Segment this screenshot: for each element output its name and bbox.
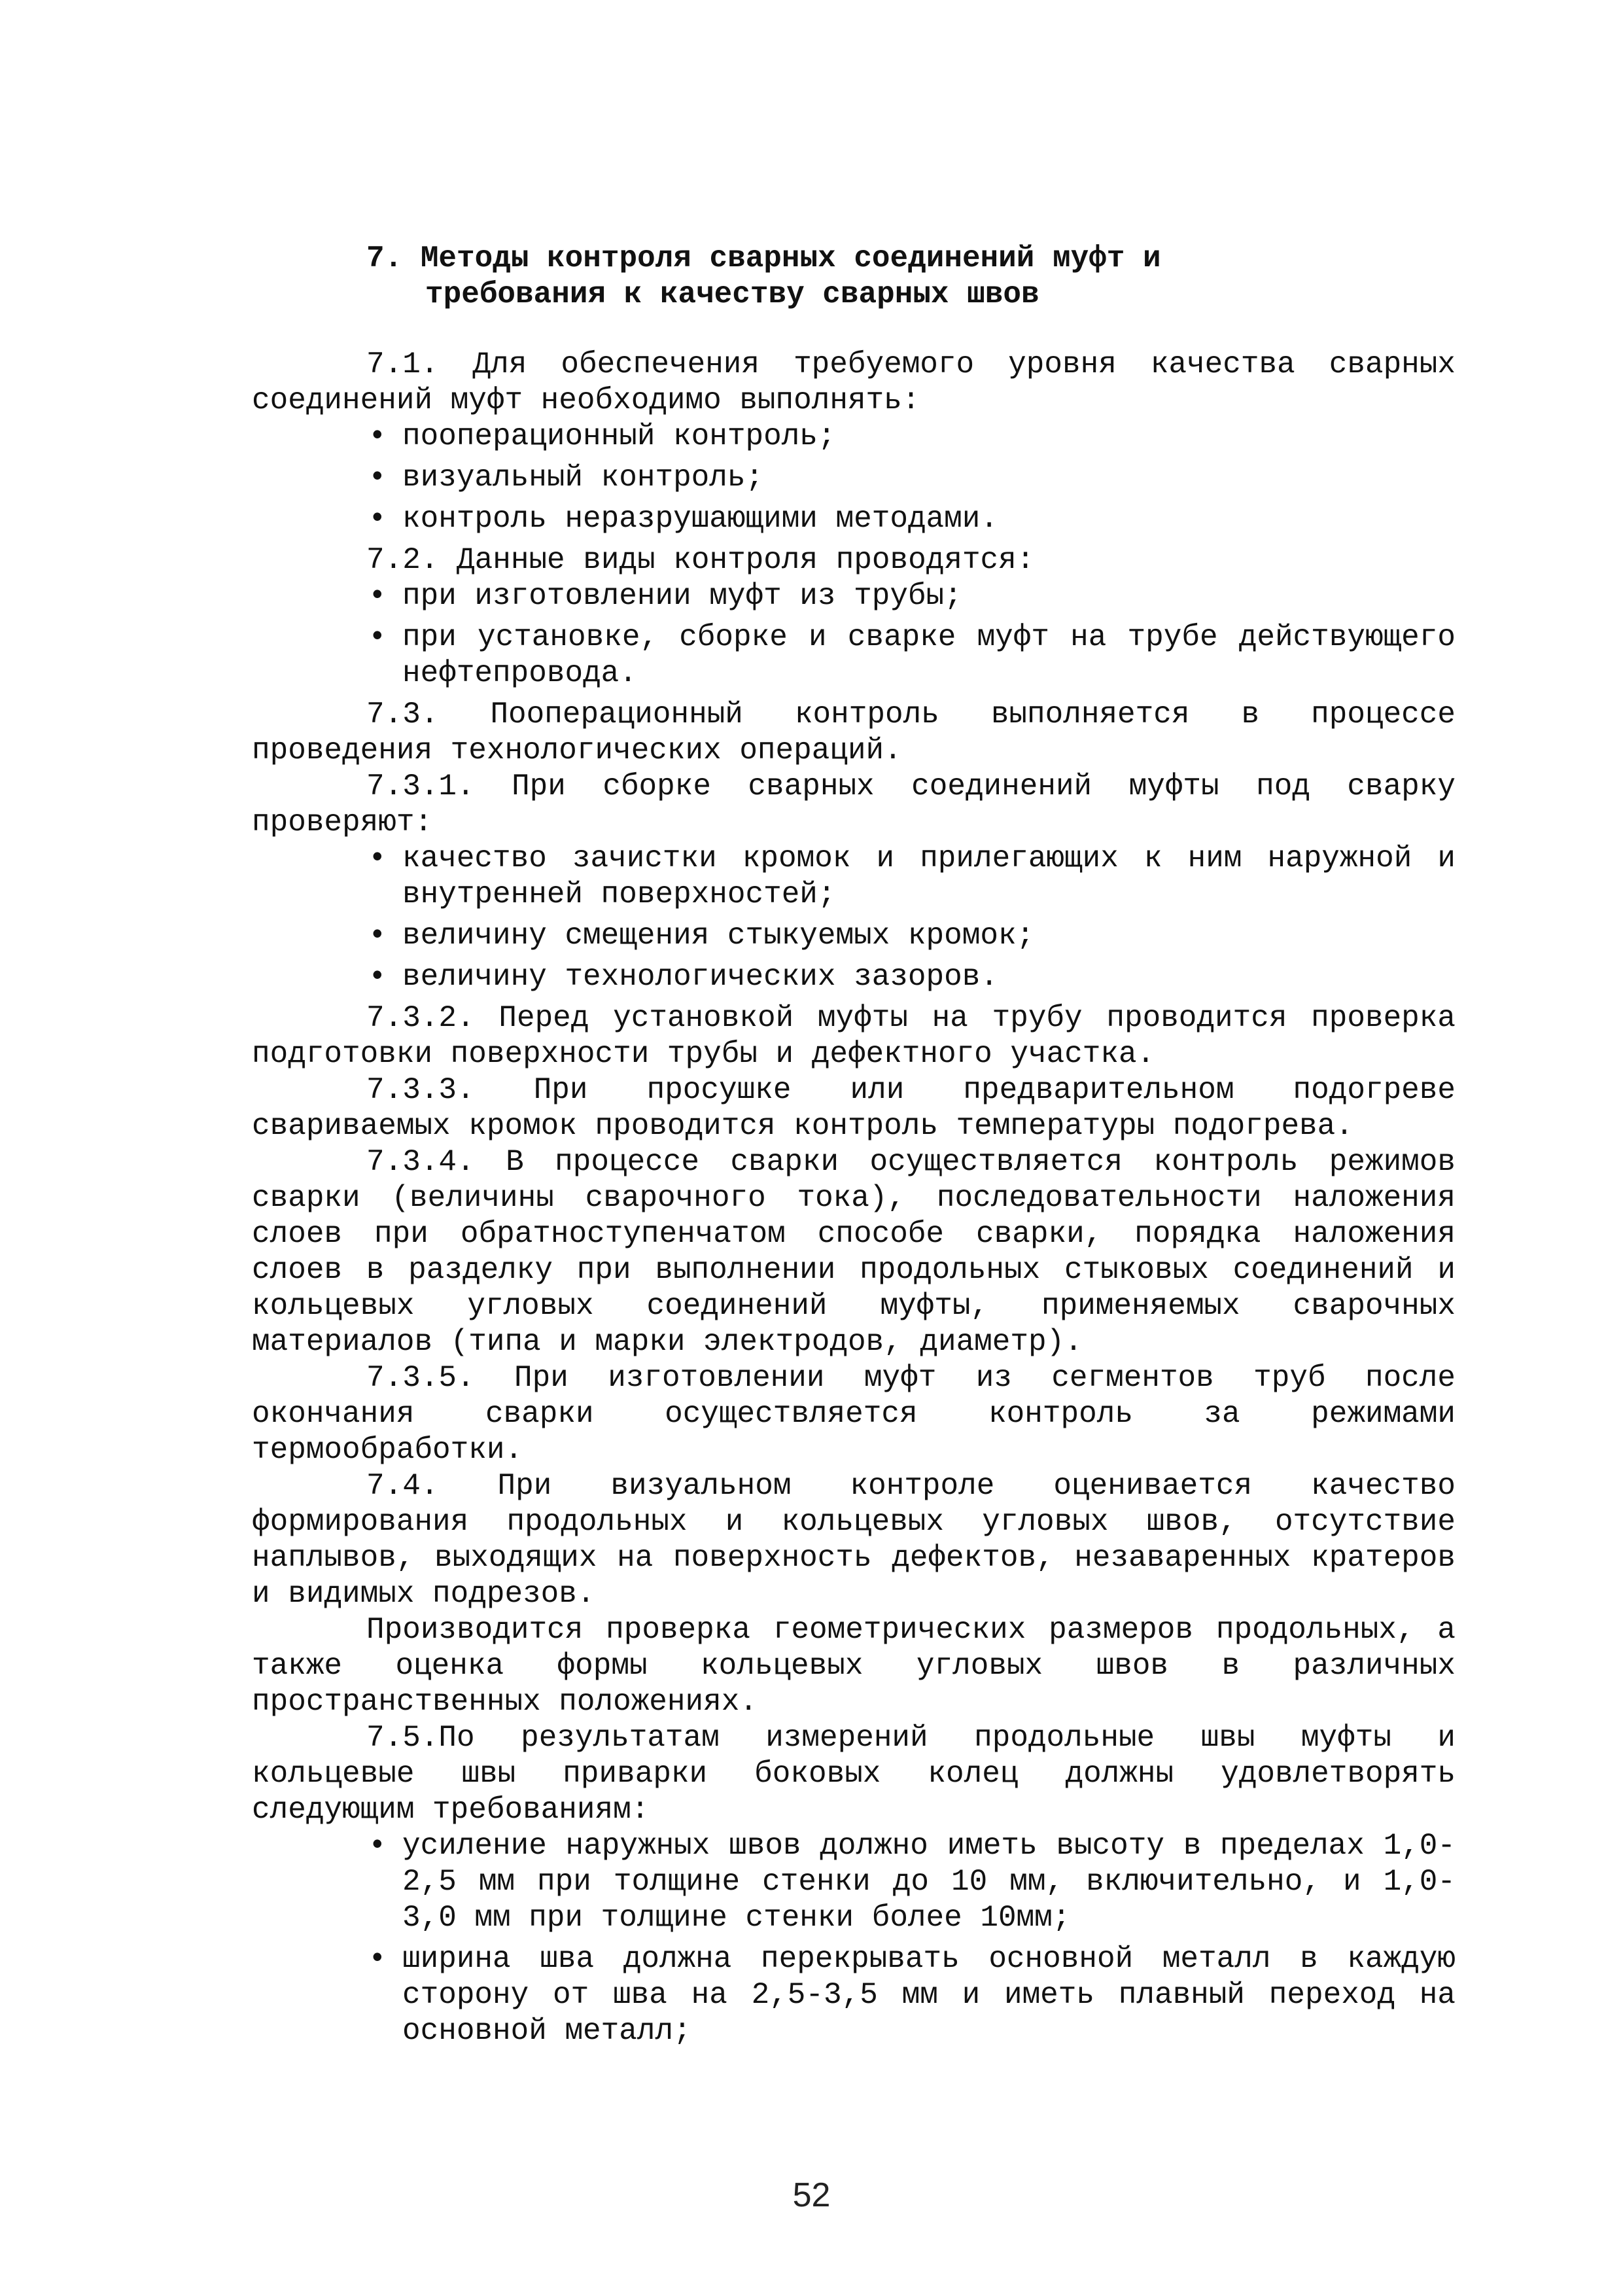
list-item (252, 841, 1456, 913)
list-item (252, 1941, 1456, 2049)
list-item (252, 918, 1456, 954)
list-7-2 (252, 578, 1456, 692)
list-item-text: усиление наружных швов должно иметь высоту в пределах 1,0-2,5 мм при толщине стенки до 10 мм, включительно, и 1,0-3,0 мм при толщине стенки более 10мм; (402, 1829, 1456, 1935)
list-item (252, 959, 1456, 995)
bullet-icon: • (368, 620, 387, 654)
page-number: 52 (792, 2176, 831, 2214)
list-item (252, 419, 1456, 455)
list-item (252, 501, 1456, 537)
paragraph-7-5: 7.5.По результатам измерений продольные швы муфты и кольцевые швы приварки боковых колец должны удовлетворять следующим требованиям: (252, 1721, 1456, 1827)
page-content (252, 241, 1456, 2055)
list-item-text: величину смещения стыкуемых кромок; (402, 919, 1035, 953)
list-item-text: ширина шва должна перекрывать основной металл в каждую сторону от шва на 2,5-3,5 мм и иметь плавный переход на основной металл; (402, 1942, 1456, 2048)
bullet-icon: • (368, 960, 387, 994)
paragraph-7-4-continued: Производится проверка геометрических размеров продольных, а также оценка формы кольцевых угловых швов в различных пространственных положениях. (252, 1613, 1456, 1719)
paragraph-7-4: 7.4. При визуальном контроле оценивается качество формирования продольных и кольцевых угловых швов, отсутствие наплывов, выходящих на поверхность дефектов, незаваренных кратеров и видимых подрезов. (252, 1469, 1456, 1611)
list-item-text: пооперационный контроль; (402, 419, 836, 453)
bullet-icon: • (368, 1942, 387, 1976)
list-item-text: контроль неразрушающими методами. (402, 502, 998, 536)
list-item (252, 620, 1456, 692)
bullet-icon: • (368, 579, 387, 613)
paragraph-7-3-2: 7.3.2. Перед установкой муфты на трубу проводится проверка подготовки поверхности трубы и дефектного участка. (252, 1001, 1456, 1071)
paragraph-7-3-1: 7.3.1. При сборке сварных соединений муфты под сварку проверяют: (252, 769, 1456, 839)
bullet-icon: • (368, 841, 387, 875)
paragraph-7-3: 7.3. Пооперационный контроль выполняется в процессе проведения технологических операций. (252, 698, 1456, 768)
list-item (252, 578, 1456, 614)
list-7-3-1 (252, 841, 1456, 995)
section-heading-line-2: требования к качеству сварных швов (425, 277, 1039, 311)
bullet-icon: • (368, 419, 387, 453)
paragraph-7-3-5: 7.3.5. При изготовлении муфт из сегментов труб после окончания сварки осуществляется контроль за режимами термообработки. (252, 1361, 1456, 1467)
bullet-icon: • (368, 502, 387, 536)
paragraph-7-2: 7.2. Данные виды контроля проводятся: (366, 543, 1035, 577)
section-heading-line-1: 7. Методы контроля сварных соединений муфт и (366, 241, 1161, 275)
list-item (252, 460, 1456, 496)
bullet-icon: • (368, 919, 387, 953)
bullet-icon: • (368, 1829, 387, 1863)
list-7-1 (252, 419, 1456, 537)
paragraph-7-3-3: 7.3.3. При просушке или предварительном подогреве свариваемых кромок проводится контроль температуры подогрева. (252, 1073, 1456, 1143)
paragraph-7-3-4: 7.3.4. В процессе сварки осуществляется контроль режимов сварки (величины сварочного тока), последовательности наложения слоев при обратноступенчатом способе сварки, порядка наложения слоев в разделку при выполнении продольных стыковых соединений и кольцевых угловых соединений муфты, применяемых сварочных материалов (типа и марки электродов, диаметр). (252, 1145, 1456, 1359)
list-item-text: величину технологических зазоров. (402, 960, 998, 994)
list-item-text: при изготовлении муфт из трубы; (402, 579, 962, 613)
paragraph-7-1: 7.1. Для обеспечения требуемого уровня качества сварных соединений муфт необходимо выполнять: (252, 347, 1456, 417)
list-item-text: при установке, сборке и сварке муфт на трубе действующего нефтепровода. (402, 620, 1456, 690)
bullet-icon: • (368, 461, 387, 495)
list-item-text: визуальный контроль; (402, 461, 764, 495)
list-7-5 (252, 1828, 1456, 2049)
list-item (252, 1828, 1456, 1936)
section-heading (252, 241, 1456, 313)
list-item-text: качество зачистки кромок и прилегающих к ним наружной и внутренней поверхностей; (402, 841, 1456, 911)
